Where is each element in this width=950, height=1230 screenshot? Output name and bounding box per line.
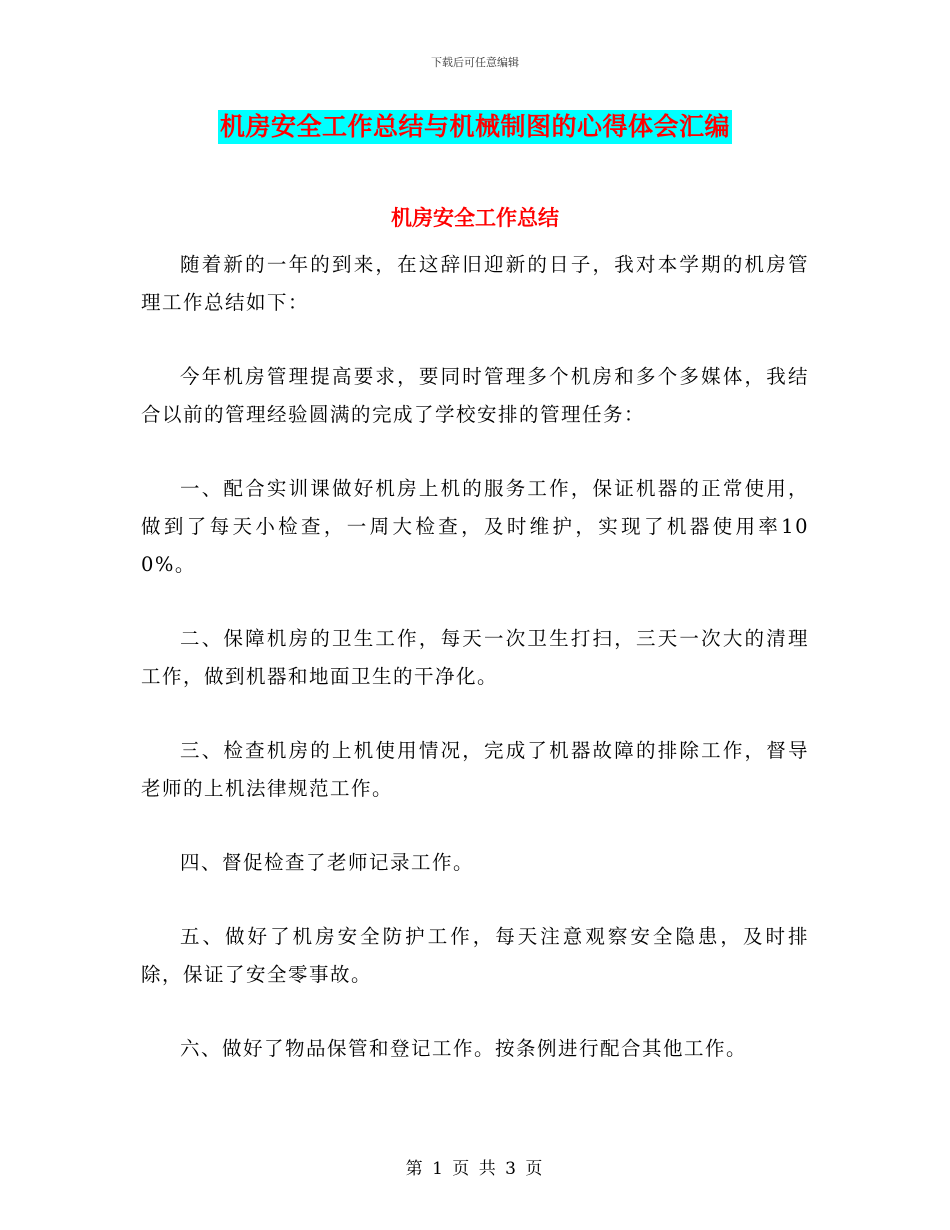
page-number-footer: 第 1 页 共 3 页	[405, 1159, 545, 1179]
paragraph: 三、检查机房的上机使用情况，完成了机器故障的排除工作，督导老师的上机法律规范工作。	[141, 739, 809, 800]
document-title-container	[0, 110, 950, 144]
paragraph: 二、保障机房的卫生工作，每天一次卫生打扫，三天一次大的清理工作，做到机器和地面卫生的干净化。	[141, 627, 809, 688]
paragraph: 今年机房管理提高要求，要同时管理多个机房和多个多媒体，我结合以前的管理经验圆满的完成了学校安排的管理任务：	[141, 365, 809, 426]
paragraph: 一、配合实训课做好机房上机的服务工作，保证机器的正常使用，做到了每天小检查，一周大检查，及时维护，实现了机器使用率100%。	[141, 477, 809, 576]
paragraph: 随着新的一年的到来，在这辞旧迎新的日子，我对本学期的机房管理工作总结如下：	[141, 253, 809, 314]
paragraph: 五、做好了机房安全防护工作，每天注意观察安全隐患，及时排除，保证了安全零事故。	[141, 925, 809, 986]
document-body	[141, 246, 809, 1104]
section-title: 机房安全工作总结	[391, 205, 559, 230]
header-note: 下载后可任意编辑	[431, 56, 519, 69]
document-title: 机房安全工作总结与机械制图的心得体会汇编	[218, 110, 732, 144]
paragraph: 四、督促检查了老师记录工作。	[180, 851, 475, 874]
paragraph: 六、做好了物品保管和登记工作。按条例进行配合其他工作。	[180, 1037, 748, 1060]
